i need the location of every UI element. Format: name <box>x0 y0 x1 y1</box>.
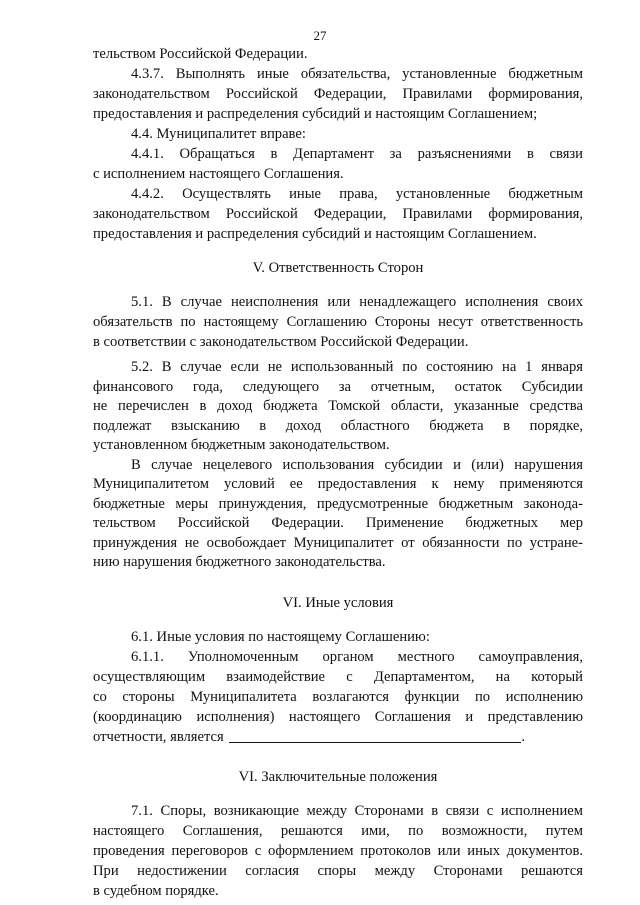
text-line: подлежат взысканию в доход областного бюджета в порядке, <box>93 417 583 434</box>
text-line: нию нарушения бюджетного законодательства. <box>93 554 386 570</box>
spacer <box>93 278 583 292</box>
spacer <box>93 787 583 801</box>
text-line: в соответствии с законодательством Российской Федерации. <box>93 334 469 350</box>
document-body <box>93 44 583 901</box>
text-line: законодательством Российской Федерации, Правилами формирования, <box>93 206 583 222</box>
page-number: 27 <box>313 28 327 43</box>
spacer <box>93 613 583 627</box>
text-line: предоставления и распределения субсидий и настоящим Соглашением; <box>93 106 538 122</box>
text-line: с исполнением настоящего Соглашения. <box>93 166 344 182</box>
text-line: принуждения не освобождает Муниципалитет от обязанности по устране- <box>93 534 583 551</box>
spacer <box>93 573 583 593</box>
fill-in-blank <box>229 728 521 743</box>
text-line: Муниципалитетом условий ее предоставления к нему применяются <box>93 476 583 492</box>
text-line: финансового года, следующего за отчетным, остаток Субсидии <box>93 378 583 395</box>
text-line: проведения переговоров с оформлением протоколов или иных документов. <box>93 842 583 859</box>
text-line: тельством Российской Федерации. <box>93 46 308 62</box>
text-line: осуществляющим взаимодействие с Департаментом, на который <box>93 668 583 685</box>
text-line: не перечислен в доход бюджета Томской области, указанные средства <box>93 398 583 414</box>
text-line: 4.4.2. Осуществлять иные права, установленные бюджетным <box>131 186 583 202</box>
text-line: 4.4. Муниципалитет вправе: <box>131 126 306 142</box>
text-line: 4.3.7. Выполнять иные обязательства, установленные бюджетным <box>131 66 583 82</box>
text-line: (координацию исполнения) настоящего Соглашения и представлению <box>93 708 583 725</box>
text-line: законодательством Российской Федерации, Правилами формирования, <box>93 86 583 102</box>
text-fragment: отчетности, является <box>93 728 224 745</box>
section-heading: V. Ответственность Сторон <box>252 260 424 276</box>
text-line: в судебном порядке. <box>93 882 219 899</box>
text-line: настоящего Соглашения, решаются ими, по возможности, путем <box>93 822 583 839</box>
text-line: со стороны Муниципалитета возлагаются функции по исполнению <box>93 688 583 705</box>
section-heading: VI. Заключительные положения <box>238 768 438 785</box>
text-line: установленном бюджетным законодательством. <box>93 437 390 453</box>
text-line: В случае нецелевого использования субсидии и (или) нарушения <box>131 456 583 473</box>
text-line: 5.2. В случае если не использованный по состоянию на 1 января <box>131 359 583 375</box>
spacer <box>93 747 583 767</box>
section-heading: VI. Иные условия <box>282 594 394 611</box>
text-line: 4.4.1. Обращаться в Департамент за разъяснениями в связи <box>131 146 583 162</box>
text-line: бюджетные меры принуждения, предусмотренные бюджетным законода- <box>93 495 583 512</box>
text-line: тельством Российской Федерации. Применение бюджетных мер <box>93 515 583 531</box>
text-line: При недостижении согласия споры между Сторонами решаются <box>93 862 583 879</box>
text-line-with-blank <box>93 727 583 747</box>
text-line: предоставления и распределения субсидий и настоящим Соглашением. <box>93 226 537 242</box>
text-line: 5.1. В случае неисполнения или ненадлежащего исполнения своих <box>131 294 583 310</box>
text-line: 6.1. Иные условия по настоящему Соглашению: <box>131 628 430 645</box>
text-fragment: . <box>521 728 526 745</box>
spacer <box>93 244 583 258</box>
text-line: 7.1. Споры, возникающие между Сторонами в связи с исполнением <box>131 802 583 819</box>
text-line: 6.1.1. Уполномоченным органом местного самоуправления, <box>131 648 583 665</box>
text-line: обязательств по настоящему Соглашению Стороны несут ответственность <box>93 314 583 330</box>
